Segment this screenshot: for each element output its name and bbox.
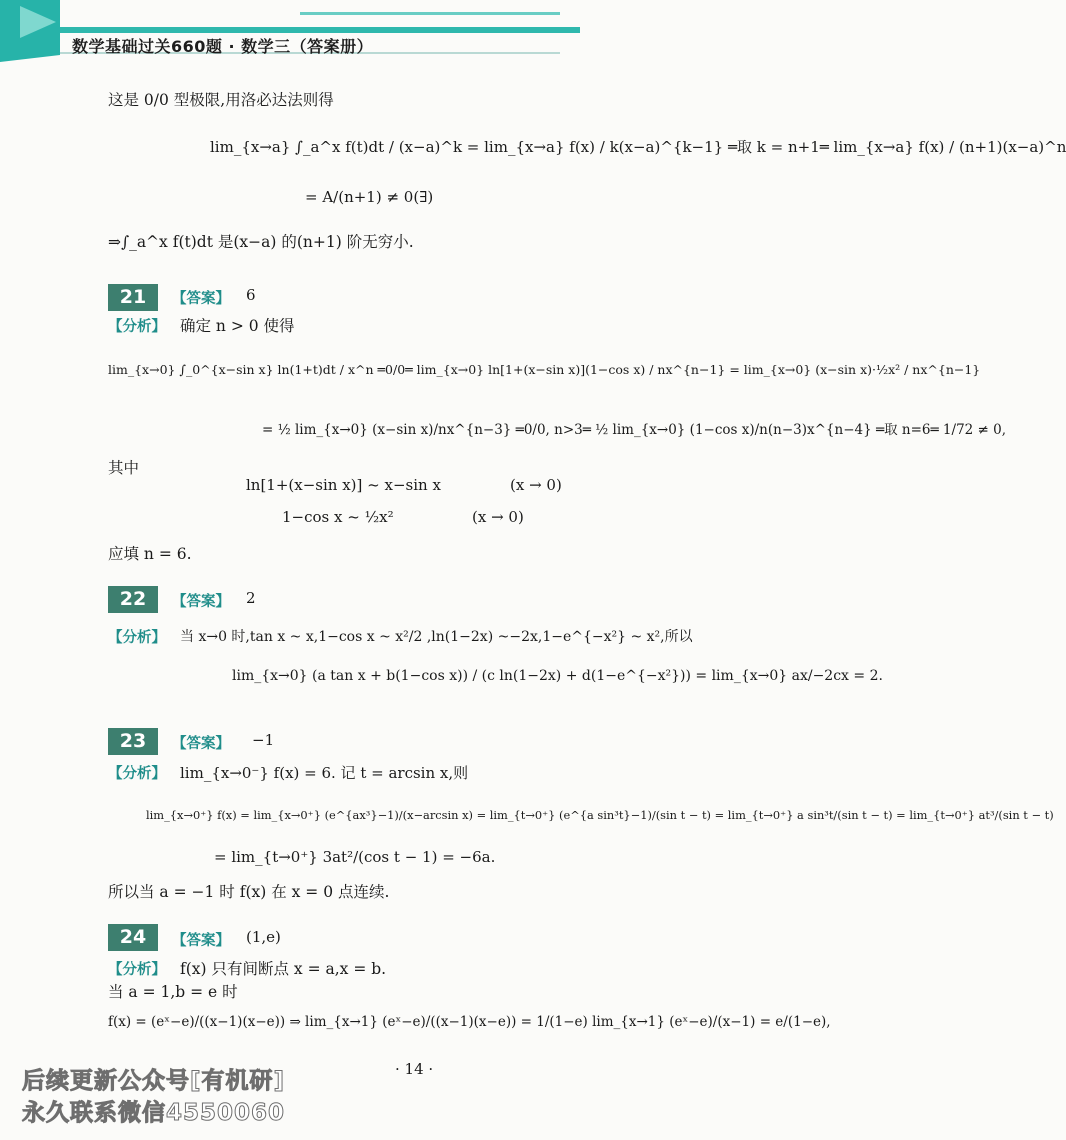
question-number-21: 21: [108, 284, 158, 311]
q22-analysis-label: 【分析】: [108, 630, 166, 646]
header-title: 数学基础过关660题 · 数学三（答案册）: [72, 37, 374, 56]
q21-eq3: ln[1+(x−sin x)] ~ x−sin x: [246, 476, 441, 494]
q21-eq4-cond: (x → 0): [472, 508, 524, 526]
q23-answer-label: 【答案】: [172, 736, 230, 752]
q24-case: 当 a = 1,b = e 时: [108, 983, 238, 1001]
q24-answer: (1,e): [246, 928, 281, 946]
q23-analysis-text: lim_{x→0⁻} f(x) = 6. 记 t = arcsin x,则: [180, 764, 469, 782]
intro-conclusion: ⇒∫_a^x f(t)dt 是(x−a) 的(n+1) 阶无穷小.: [108, 233, 414, 251]
q22-answer-label: 【答案】: [172, 594, 230, 610]
q23-answer: −1: [252, 731, 275, 749]
q21-where: 其中: [108, 459, 140, 477]
q21-eq4: 1−cos x ~ ½x²: [282, 508, 394, 526]
q24-eq1: f(x) = (eˣ−e)/((x−1)(x−e)) ⇒ lim_{x→1} (eˣ−e)/((x−1)(x−e)) = 1/(1−e) lim_{x→1} (eˣ−e)/(x−1) = e/(1−e),: [108, 1014, 831, 1030]
q23-eq1: lim_{x→0⁺} f(x) = lim_{x→0⁺} (e^{ax³}−1)/(x−arcsin x) = lim_{t→0⁺} (e^{a sin³t}−1)/(sin t − t) = lim_{t→0⁺} a sin³t/(sin t − t) = lim_{t→0⁺} at³/(sin t − t): [146, 808, 1054, 822]
intro-eq2: = A/(n+1) ≠ 0(∃): [305, 188, 434, 206]
question-number-24: 24: [108, 924, 158, 951]
q22-eq1: lim_{x→0} (a tan x + b(1−cos x)) / (c ln(1−2x) + d(1−e^{−x²})) = lim_{x→0} ax/−2cx = 2.: [232, 668, 883, 684]
q21-analysis-label: 【分析】: [108, 319, 166, 335]
q21-eq1: lim_{x→0} ∫_0^{x−sin x} ln(1+t)dt / x^n ═0/0═ lim_{x→0} ln[1+(x−sin x)](1−cos x) / nx^{n−1} = lim_{x→0} (x−sin x)·½x² / nx^{n−1}: [108, 362, 981, 377]
q21-answer-label: 【答案】: [172, 291, 230, 307]
intro-eq1: lim_{x→a} ∫_a^x f(t)dt / (x−a)^k = lim_{x→a} f(x) / k(x−a)^{k−1} ═取 k = n+1═ lim_{x→a} f(x) / (n+1)(x−a)^n: [210, 138, 1066, 156]
q24-answer-label: 【答案】: [172, 933, 230, 949]
q21-answer: 6: [246, 286, 256, 304]
intro-text: 这是 0/0 型极限,用洛必达法则得: [108, 91, 334, 109]
q21-eq3-cond: (x → 0): [510, 476, 562, 494]
watermark-line-2: 永久联系微信4550060: [22, 1100, 286, 1126]
page-number: · 14 ·: [395, 1060, 434, 1078]
q21-fill: 应填 n = 6.: [108, 545, 192, 563]
q22-analysis-text: 当 x→0 时,tan x ~ x,1−cos x ~ x²/2 ,ln(1−2x) ~−2x,1−e^{−x²} ~ x²,所以: [180, 629, 693, 645]
q23-analysis-label: 【分析】: [108, 766, 166, 782]
q22-answer: 2: [246, 589, 256, 607]
q23-conclusion: 所以当 a = −1 时 f(x) 在 x = 0 点连续.: [108, 883, 390, 901]
q21-eq2: = ½ lim_{x→0} (x−sin x)/nx^{n−3} ═0/0, n>3═ ½ lim_{x→0} (1−cos x)/n(n−3)x^{n−4} ═取 n=6═ 1/72 ≠ 0,: [262, 422, 1007, 438]
q24-analysis-text: f(x) 只有间断点 x = a,x = b.: [180, 960, 387, 978]
question-number-23: 23: [108, 728, 158, 755]
q21-analysis-intro: 确定 n > 0 使得: [180, 317, 295, 335]
q24-analysis-label: 【分析】: [108, 962, 166, 978]
question-number-22: 22: [108, 586, 158, 613]
q23-eq2: = lim_{t→0⁺} 3at²/(cos t − 1) = −6a.: [214, 848, 496, 866]
watermark-line-1: 后续更新公众号[有机研]: [22, 1068, 286, 1094]
